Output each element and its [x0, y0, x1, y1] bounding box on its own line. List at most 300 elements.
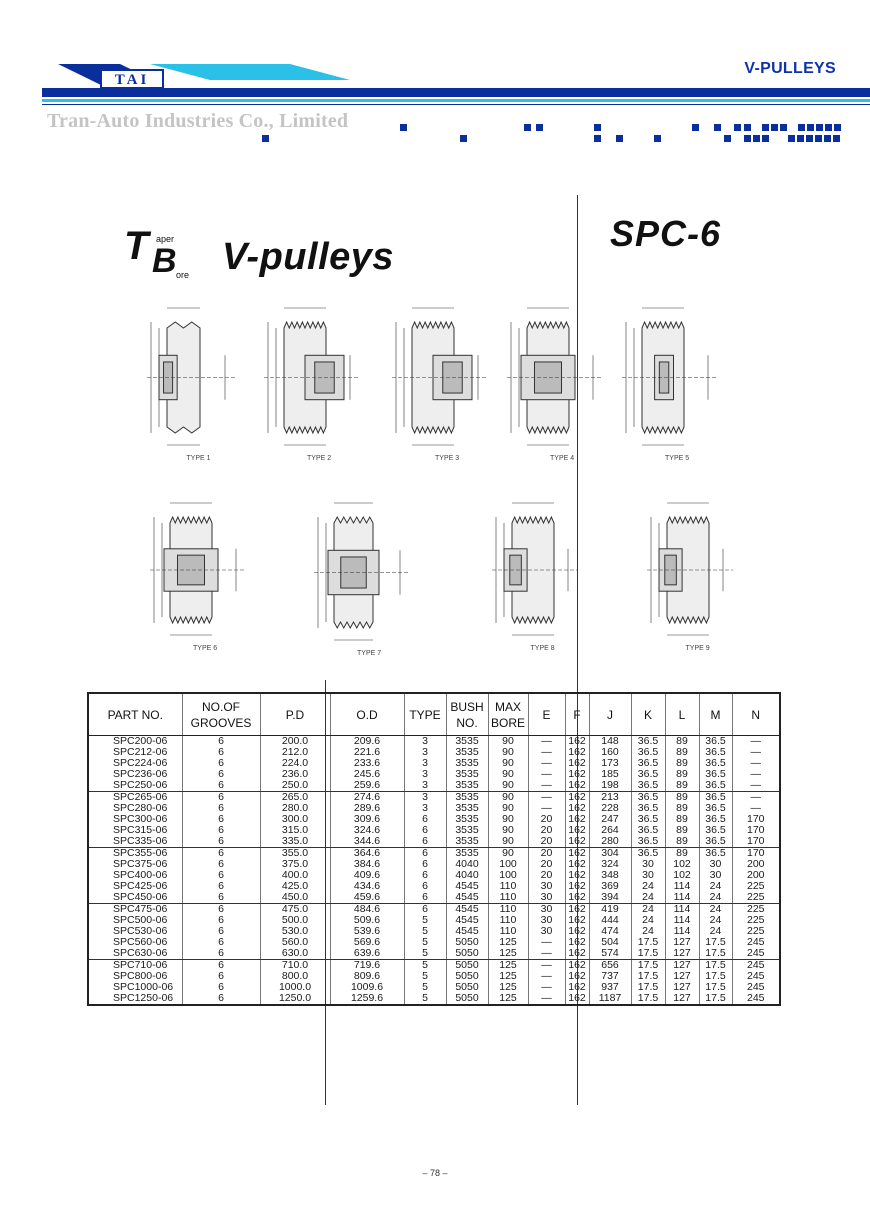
table-row	[88, 780, 780, 792]
table-cell: —	[528, 960, 565, 972]
table-cell: 5	[404, 960, 446, 972]
table-cell: 530.0	[260, 926, 330, 937]
table-cell: 274.6	[330, 792, 404, 804]
table-cell: 6	[404, 892, 446, 904]
table-cell: 36.5	[699, 848, 732, 860]
table-cell: 125	[488, 982, 528, 993]
table-cell: 24	[699, 892, 732, 904]
table-cell: 3535	[446, 803, 488, 814]
table-cell: 110	[488, 904, 528, 916]
table-cell: 409.6	[330, 870, 404, 881]
table-cell: 30	[528, 892, 565, 904]
table-cell: 574	[589, 948, 631, 960]
table-cell: 225	[732, 926, 780, 937]
table-cell: 236.0	[260, 769, 330, 780]
table-cell: —	[732, 747, 780, 758]
diagram-type-label: TYPE 1	[186, 455, 211, 462]
table-cell: 6	[182, 848, 260, 860]
table-row	[88, 993, 780, 1005]
table-cell: 6	[404, 870, 446, 881]
table-cell: 265.0	[260, 792, 330, 804]
diagram-type-label: TYPE 6	[193, 645, 218, 652]
table-cell: 225	[732, 915, 780, 926]
table-cell: 162	[565, 848, 589, 860]
table-cell: 630.0	[260, 948, 330, 960]
table-cell: 213	[589, 792, 631, 804]
table-cell: —	[528, 803, 565, 814]
column-header	[528, 693, 565, 736]
table-cell: 6	[404, 825, 446, 836]
table-cell: 17.5	[699, 993, 732, 1005]
diagram-type-label: TYPE 3	[435, 455, 460, 462]
part-number-cell: SPC425-06	[88, 881, 182, 892]
table-cell: 6	[182, 825, 260, 836]
table-row	[88, 948, 780, 960]
table-cell: 225	[732, 904, 780, 916]
table-cell: 170	[732, 814, 780, 825]
table-cell: 24	[699, 904, 732, 916]
table-cell: 6	[182, 937, 260, 948]
column-header-line: GROOVES	[190, 715, 252, 730]
part-number-cell: SPC212-06	[88, 747, 182, 758]
column-header-line: O.D	[356, 707, 378, 722]
table-cell: 30	[699, 870, 732, 881]
table-cell: 36.5	[699, 736, 732, 748]
table-cell: 245.6	[330, 769, 404, 780]
table-cell: —	[528, 792, 565, 804]
table-cell: 36.5	[699, 747, 732, 758]
table-cell: 162	[565, 747, 589, 758]
table-cell: 324.6	[330, 825, 404, 836]
table-cell: 162	[565, 960, 589, 972]
table-cell: 209.6	[330, 736, 404, 748]
table-cell: 6	[404, 881, 446, 892]
table-cell: 304	[589, 848, 631, 860]
table-cell: 6	[182, 736, 260, 748]
table-cell: 162	[565, 769, 589, 780]
table-cell: —	[528, 971, 565, 982]
table-cell: 36.5	[631, 836, 665, 848]
table-cell: 710.0	[260, 960, 330, 972]
table-cell: 90	[488, 792, 528, 804]
table-cell: 3535	[446, 758, 488, 769]
table-cell: 5050	[446, 982, 488, 993]
table-cell: 24	[699, 881, 732, 892]
table-cell: 89	[665, 736, 699, 748]
brand-logo	[100, 69, 164, 89]
table-cell: 719.6	[330, 960, 404, 972]
table-cell: 3535	[446, 769, 488, 780]
table-cell: 36.5	[699, 836, 732, 848]
table-cell: 6	[182, 904, 260, 916]
table-cell: 30	[699, 859, 732, 870]
column-header-line: E	[542, 707, 551, 722]
table-cell: 127	[665, 971, 699, 982]
table-cell: 30	[528, 881, 565, 892]
table-cell: 444	[589, 915, 631, 926]
table-cell: 4545	[446, 904, 488, 916]
table-cell: 36.5	[631, 780, 665, 792]
table-cell: 5050	[446, 960, 488, 972]
table-cell: 484.6	[330, 904, 404, 916]
table-cell: 17.5	[631, 937, 665, 948]
table-cell: 162	[565, 836, 589, 848]
table-cell: 90	[488, 780, 528, 792]
column-header	[330, 693, 404, 736]
table-cell: 3535	[446, 825, 488, 836]
table-cell: 162	[565, 825, 589, 836]
table-cell: 89	[665, 814, 699, 825]
table-cell: 6	[182, 892, 260, 904]
table-cell: 200	[732, 870, 780, 881]
part-number-cell: SPC800-06	[88, 971, 182, 982]
table-cell: 114	[665, 926, 699, 937]
column-header-line: MAX	[494, 699, 521, 714]
column-header	[589, 693, 631, 736]
part-number-cell: SPC236-06	[88, 769, 182, 780]
table-cell: 90	[488, 736, 528, 748]
table-cell: 1259.6	[330, 993, 404, 1005]
table-cell: —	[528, 993, 565, 1005]
table-cell: 125	[488, 948, 528, 960]
table-cell: 185	[589, 769, 631, 780]
table-cell: 24	[631, 881, 665, 892]
table-cell: —	[528, 937, 565, 948]
table-cell: 125	[488, 971, 528, 982]
table-cell: 3535	[446, 792, 488, 804]
table-cell: 102	[665, 870, 699, 881]
table-cell: 225	[732, 881, 780, 892]
table-cell: 800.0	[260, 971, 330, 982]
table-cell: —	[528, 769, 565, 780]
table-cell: 4545	[446, 915, 488, 926]
table-cell: 162	[565, 803, 589, 814]
table-cell: 89	[665, 780, 699, 792]
table-cell: 6	[182, 747, 260, 758]
table-cell: 162	[565, 870, 589, 881]
table-cell: 560.0	[260, 937, 330, 948]
table-cell: 30	[528, 915, 565, 926]
table-cell: 6	[182, 971, 260, 982]
column-header-line: NO.OF	[202, 699, 240, 714]
column-header-line: TYPE	[409, 707, 441, 722]
part-number-cell: SPC450-06	[88, 892, 182, 904]
table-cell: 24	[631, 926, 665, 937]
table-cell: 355.0	[260, 848, 330, 860]
table-cell: 90	[488, 848, 528, 860]
tb-small-aper: aper	[156, 234, 175, 244]
table-cell: 110	[488, 892, 528, 904]
table-cell: 170	[732, 848, 780, 860]
model-title: SPC-6	[610, 213, 722, 254]
table-cell: 5	[404, 982, 446, 993]
table-cell: 309.6	[330, 814, 404, 825]
taper-bore-mark	[120, 226, 200, 284]
table-cell: 90	[488, 758, 528, 769]
part-number-cell: SPC500-06	[88, 915, 182, 926]
column-header-line: J	[607, 707, 613, 722]
table-cell: —	[528, 758, 565, 769]
table-cell: 114	[665, 881, 699, 892]
pulley-diagram	[312, 495, 412, 665]
table-cell: 809.6	[330, 971, 404, 982]
table-row	[88, 836, 780, 848]
table-cell: 245	[732, 982, 780, 993]
part-number-cell: SPC375-06	[88, 859, 182, 870]
table-cell: 114	[665, 915, 699, 926]
table-cell: 3	[404, 736, 446, 748]
table-cell: 127	[665, 937, 699, 948]
column-header-line: M	[710, 707, 721, 722]
table-cell: 20	[528, 870, 565, 881]
table-cell: 5050	[446, 993, 488, 1005]
table-cell: 148	[589, 736, 631, 748]
part-number-cell: SPC1250-06	[88, 993, 182, 1005]
table-cell: 89	[665, 769, 699, 780]
column-header-line: PART NO.	[107, 707, 163, 722]
table-cell: 228	[589, 803, 631, 814]
table-cell: 127	[665, 948, 699, 960]
table-cell: 24	[699, 926, 732, 937]
table-cell: 6	[182, 926, 260, 937]
table-cell: 245	[732, 960, 780, 972]
table-cell: 162	[565, 982, 589, 993]
table-cell: 89	[665, 803, 699, 814]
table-cell: —	[528, 982, 565, 993]
table-cell: 6	[182, 982, 260, 993]
page-heading: V-PULLEYS	[744, 60, 836, 77]
table-cell: 224.0	[260, 758, 330, 769]
table-cell: 17.5	[631, 982, 665, 993]
part-number-cell: SPC200-06	[88, 736, 182, 748]
pulley-diagram	[145, 300, 237, 470]
table-cell: 6	[404, 859, 446, 870]
table-cell: 4545	[446, 881, 488, 892]
table-cell: 114	[665, 892, 699, 904]
table-cell: 162	[565, 780, 589, 792]
table-cell: 30	[631, 870, 665, 881]
table-cell: 1250.0	[260, 993, 330, 1005]
table-cell: 315.0	[260, 825, 330, 836]
table-cell: 100	[488, 859, 528, 870]
table-cell: 6	[182, 960, 260, 972]
table-cell: —	[528, 736, 565, 748]
table-cell: 3	[404, 780, 446, 792]
part-number-cell: SPC265-06	[88, 792, 182, 804]
column-header	[488, 693, 528, 736]
table-cell: 3	[404, 803, 446, 814]
diagram-type-label: TYPE 7	[357, 650, 382, 657]
table-cell: 289.6	[330, 803, 404, 814]
table-cell: 30	[528, 904, 565, 916]
table-cell: —	[528, 747, 565, 758]
table-cell: 6	[182, 881, 260, 892]
table-header-row	[88, 693, 780, 736]
table-cell: 6	[182, 758, 260, 769]
table-cell: 335.0	[260, 836, 330, 848]
table-cell: 6	[182, 859, 260, 870]
table-cell: 5	[404, 926, 446, 937]
table-cell: 162	[565, 926, 589, 937]
table-cell: 30	[528, 926, 565, 937]
table-cell: —	[732, 780, 780, 792]
part-number-cell: SPC475-06	[88, 904, 182, 916]
table-row	[88, 892, 780, 904]
table-cell: 102	[665, 859, 699, 870]
tb-letter-t: T	[124, 224, 149, 268]
table-cell: 280.0	[260, 803, 330, 814]
table-cell: 3535	[446, 780, 488, 792]
table-cell: 6	[182, 836, 260, 848]
table-cell: 114	[665, 904, 699, 916]
table-cell: 17.5	[699, 960, 732, 972]
table-cell: 162	[565, 948, 589, 960]
table-cell: 1000.0	[260, 982, 330, 993]
table-cell: 6	[404, 904, 446, 916]
table-cell: 36.5	[631, 736, 665, 748]
table-cell: 100	[488, 870, 528, 881]
table-cell: 36.5	[631, 825, 665, 836]
table-cell: 17.5	[699, 982, 732, 993]
table-cell: 5	[404, 937, 446, 948]
table-cell: —	[528, 780, 565, 792]
column-header	[182, 693, 260, 736]
table-cell: 474	[589, 926, 631, 937]
table-cell: 24	[631, 892, 665, 904]
table-cell: 3	[404, 792, 446, 804]
column-header	[446, 693, 488, 736]
column-header-line: NO.	[456, 715, 478, 730]
table-cell: 1187	[589, 993, 631, 1005]
part-number-cell: SPC315-06	[88, 825, 182, 836]
table-cell: 4040	[446, 870, 488, 881]
table-cell: 162	[565, 892, 589, 904]
table-cell: 160	[589, 747, 631, 758]
table-cell: 419	[589, 904, 631, 916]
table-cell: 394	[589, 892, 631, 904]
table-cell: 110	[488, 926, 528, 937]
table-cell: 36.5	[699, 814, 732, 825]
table-cell: 425.0	[260, 881, 330, 892]
table-cell: 6	[182, 792, 260, 804]
pulley-diagram	[390, 300, 490, 470]
table-cell: 125	[488, 993, 528, 1005]
table-cell: 6	[182, 915, 260, 926]
part-number-cell: SPC280-06	[88, 803, 182, 814]
part-number-cell: SPC630-06	[88, 948, 182, 960]
table-cell: 5	[404, 915, 446, 926]
table-cell: 3	[404, 769, 446, 780]
table-cell: 90	[488, 769, 528, 780]
table-cell: 89	[665, 747, 699, 758]
table-cell: 36.5	[631, 769, 665, 780]
pulley-diagram	[262, 300, 362, 470]
table-cell: 170	[732, 825, 780, 836]
column-header	[732, 693, 780, 736]
table-cell: 4545	[446, 926, 488, 937]
table-cell: 4545	[446, 892, 488, 904]
diagram-type-label: TYPE 5	[665, 455, 690, 462]
column-header	[565, 693, 589, 736]
table-cell: 200	[732, 859, 780, 870]
table-cell: 225	[732, 892, 780, 904]
company-name: Tran-Auto Industries Co., Limited	[47, 110, 349, 132]
product-title: V-pulleys	[222, 236, 395, 278]
table-cell: 36.5	[631, 792, 665, 804]
table-cell: 36.5	[699, 803, 732, 814]
table-cell: 17.5	[631, 948, 665, 960]
diagram-type-label: TYPE 2	[307, 455, 332, 462]
table-cell: 36.5	[699, 792, 732, 804]
table-cell: 162	[565, 915, 589, 926]
table-cell: —	[732, 792, 780, 804]
column-header	[88, 693, 182, 736]
table-cell: 6	[404, 836, 446, 848]
table-cell: 36.5	[699, 825, 732, 836]
table-cell: 173	[589, 758, 631, 769]
table-cell: 162	[565, 814, 589, 825]
table-cell: 639.6	[330, 948, 404, 960]
page-number: – 78 –	[422, 1168, 448, 1178]
column-header-line: BORE	[490, 715, 525, 730]
table-cell: 3	[404, 758, 446, 769]
pulley-diagram	[148, 495, 248, 660]
diagram-type-label: TYPE 9	[685, 645, 710, 652]
pulley-diagram	[620, 300, 720, 470]
column-header	[699, 693, 732, 736]
table-cell: —	[732, 758, 780, 769]
table-cell: 127	[665, 960, 699, 972]
table-cell: 20	[528, 814, 565, 825]
table-cell: 90	[488, 747, 528, 758]
table-cell: 24	[699, 915, 732, 926]
table-cell: 89	[665, 848, 699, 860]
table-cell: 36.5	[631, 758, 665, 769]
table-cell: 6	[404, 848, 446, 860]
table-cell: 162	[565, 971, 589, 982]
table-cell: 170	[732, 836, 780, 848]
table-cell: 110	[488, 915, 528, 926]
table-cell: 89	[665, 792, 699, 804]
table-cell: 5	[404, 993, 446, 1005]
table-cell: 90	[488, 814, 528, 825]
table-cell: 90	[488, 836, 528, 848]
table-cell: 162	[565, 736, 589, 748]
table-cell: 125	[488, 937, 528, 948]
column-header	[631, 693, 665, 736]
diagram-type-label: TYPE 4	[550, 455, 575, 462]
table-cell: 20	[528, 848, 565, 860]
table-cell: 245	[732, 993, 780, 1005]
table-cell: 450.0	[260, 892, 330, 904]
table-cell: 36.5	[699, 780, 732, 792]
table-cell: 324	[589, 859, 631, 870]
column-header-line: F	[573, 707, 581, 722]
table-cell: 5050	[446, 937, 488, 948]
table-cell: 504	[589, 937, 631, 948]
table-cell: 250.0	[260, 780, 330, 792]
part-number-cell: SPC530-06	[88, 926, 182, 937]
table-cell: 937	[589, 982, 631, 993]
table-cell: 162	[565, 758, 589, 769]
table-cell: 17.5	[699, 971, 732, 982]
table-cell: 6	[182, 814, 260, 825]
table-cell: 737	[589, 971, 631, 982]
table-cell: 656	[589, 960, 631, 972]
table-body	[88, 736, 780, 1006]
table-cell: 500.0	[260, 915, 330, 926]
table-cell: 36.5	[631, 747, 665, 758]
